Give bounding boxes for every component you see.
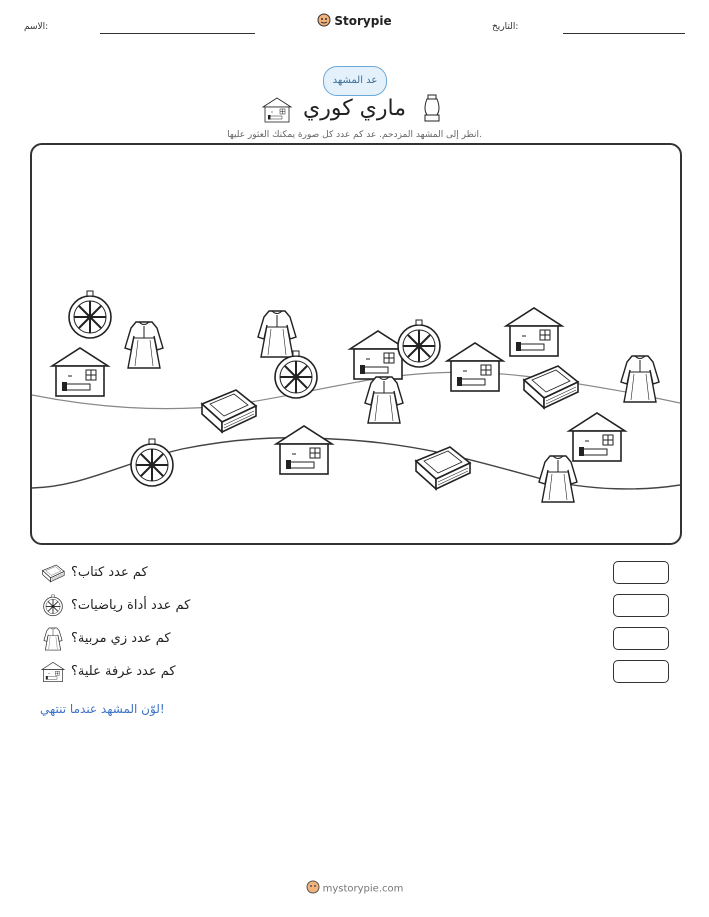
scene-dress — [258, 311, 296, 357]
date-label: التاريخ: — [492, 22, 519, 32]
footer — [0, 880, 709, 897]
scene-compass — [398, 320, 440, 367]
name-line[interactable] — [100, 33, 255, 34]
scene-compass — [131, 439, 173, 486]
answer-box[interactable] — [613, 594, 669, 617]
question-text: كم عدد غرفة علية؟ — [71, 664, 176, 679]
storypie-logo-icon — [317, 13, 331, 30]
answer-box[interactable] — [613, 627, 669, 650]
compass-icon — [41, 594, 65, 618]
scene-house — [447, 343, 503, 391]
scene-dress — [621, 356, 659, 402]
scene-compass — [69, 291, 111, 338]
scene-dress — [125, 322, 163, 368]
storypie-logo-icon — [306, 880, 320, 897]
brand — [0, 13, 709, 30]
house-icon — [41, 660, 65, 684]
scene-dress — [365, 377, 403, 423]
page-title — [0, 96, 709, 121]
answer-box[interactable] — [613, 660, 669, 683]
answer-box[interactable] — [613, 561, 669, 584]
finish-note: لوّن المشهد عندما تنتهي! — [40, 702, 165, 716]
dress-icon — [41, 627, 65, 651]
scene-house — [276, 426, 332, 474]
question-row — [0, 594, 709, 620]
scene-dress — [539, 456, 577, 502]
brand-name: Storypie — [334, 14, 392, 28]
scene-compass — [275, 351, 317, 398]
counting-scene — [30, 143, 682, 545]
question-row — [0, 627, 709, 653]
scene-book — [416, 447, 470, 489]
scene-house — [350, 331, 406, 379]
scene-book — [202, 390, 256, 432]
book-icon — [41, 561, 65, 585]
question-text: كم عدد كتاب؟ — [71, 565, 148, 580]
lamp-icon — [422, 92, 442, 130]
question-text: كم عدد زي مربية؟ — [71, 631, 171, 646]
scene-book — [524, 366, 578, 408]
question-row — [0, 660, 709, 686]
date-line[interactable] — [563, 33, 685, 34]
activity-badge: عد المشهد — [323, 66, 387, 96]
scene-house — [569, 413, 625, 461]
scene-house — [506, 308, 562, 356]
house-icon — [262, 96, 292, 130]
name-label: الاسم: — [24, 22, 49, 32]
page-title-text: ماري كوري — [302, 96, 406, 121]
instructions: انظر إلى المشهد المزدحم. عد كم عدد كل صورة يمكنك العثور عليها. — [227, 130, 482, 140]
question-text: كم عدد أداة رياضيات؟ — [71, 598, 191, 613]
question-row — [0, 561, 709, 587]
footer-url[interactable]: mystorypie.com — [322, 883, 404, 895]
scene-house — [52, 348, 108, 396]
scene-illustration — [32, 145, 680, 543]
